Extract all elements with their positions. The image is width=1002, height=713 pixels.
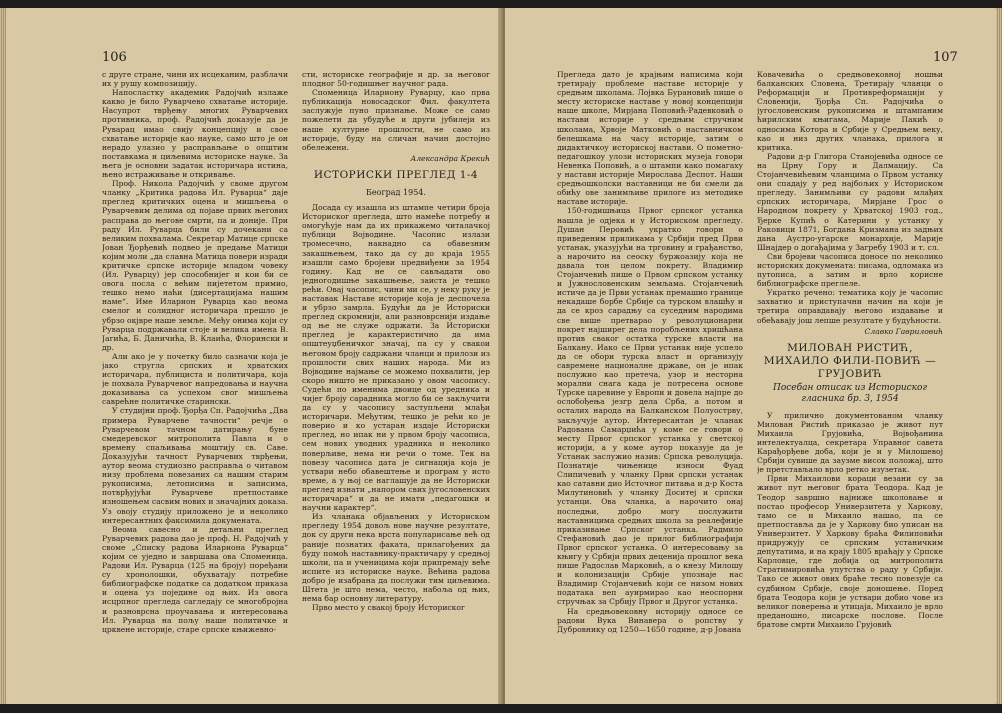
- paragraph: Напосластку академик Радојчић излаже какво је било Руварчево схватање историје. Насупрот тврђењу многих Руварчевих противника, проф. Радојчић доказује да је Руварац имао свију концепцију и свое схватање историје као науке, само што је он нерадо улазио у расправљање о општим поставкама и циљевима историске науке. За њега је основни задатак историчара истина, њено истраживање и откривање.: [102, 88, 288, 180]
- paragraph: Веома савесно и детаљни преглед Руварчевих радова дао је проф. Н. Радојчић у своме „Списку радова Илариона Руварца“ којим се уједно и завршава ова Споменица. Радови Ил. Руварца (125 на броју) поређани су хронолошки, обухватају потребне библиографске податке са додатком приказа и оцена уз поједине од њих. Из овога исцрпног прегледа сагледају се многобројна и разноврсна проучавања и интересовања Ил. Руварца на пољу наше политичке и црквене историје, старе српске књижевно-: [102, 524, 288, 634]
- right-col-2: [757, 70, 943, 690]
- author-signature: Славко Гавриловић: [864, 326, 943, 336]
- review-subtitle: Посебан отисак из Историског гласника бр. 3, 1954: [772, 382, 928, 404]
- paragraph: сти, историске географије и др. за његовог плодног 50-годишњег научног рада.: [302, 70, 490, 89]
- paragraph: На средњовековну историју односе се радови Вука Винавера о ропству у Дубровнику од 1250—1650 године, д-р Јована: [557, 606, 743, 634]
- paragraph: Из чланака објављених у Историском прегледу 1954 довољ нове научне резултате, док су други нека врста популарисање већ од раније познатих факата, прилагођених да буду помоћ наставнику-практичару у средњој школи, па и ученицима који припремају веће испите из историске науке. Већина радова добро је изабрана да послужи тим циљевима. Штета је што нема, често, набоља од њих, нема бар основну литературу.: [302, 512, 490, 604]
- review-title: ИСТОРИСКИ ПРЕГЛЕД 1-4: [313, 168, 479, 181]
- paragraph: Прво место у свакој броју Историског: [312, 603, 465, 613]
- paragraph: Досада су изашла из штампе четири броја Историског прегледа, што намеће потребу и омогућује нам да их прикажемо читалачкој публици Војводине. Часопис излази тромесечно, накнадно са обавезним закашњењем, тако да су до краја 1955 изашли само бројеви предвиђени за 1954 годину. Кад не се сављадати ово једногодишње закашњење, заиста је тешко рећи. Овај часопис, чини ми се, у неку руку је наставак Наставе историје која је деспочела и убрзо замрла. Будући да је Историски преглед скромнији, али разноврснији издање од ње не служе одржати. За Историски преглед је карактеристично да има општеуџбеничког значај, па су у свакои његовом броју садржани чланци и прилози из прошлости свих наших народа. Ми из Војводине најмање се можемо похвалити, јер скоро ништо не приказано у овом часопису. Судећи по именима двоице од уредника и чијег броју сарадника могло би се закључити да су у часопису заступљени млађи историчари. Међутим, тешко је рећи ко је поверио и ко устаран издаје Историски преглед, но ипак ни у првом броју часописа, сем нових уводних урадника и неколико поверљиве, нема ни речи о томе. Тек на повезу часописа дата је сигнација која је уствари небо обавештење и програм у исто време, а у њој се наглашује да не Историски преглед изнати „напором свих југословенских историчара“ и да не имати „педагошки и научни карактер“.: [302, 203, 490, 513]
- paragraph: 150-годишњица Првог српског устанка нашла је одјека и у Историском прегледу. Душан Перовић укратко говори о приведеним приликама у Србији пред Први устанак, указујући на трговину и грађанство, а нарочито на сеоску буржоазију која не давала тон целом покрету. Владимир Стојанчевић пише о Првом српском устанку и Јужнословенским земљама. Стојанчевић истиче да је Први устанак премашио границе некадаше борбе Србије са турском влашћу и да се кроз сарадњу са суседним народима све више претварао у револуционарни покрет најширег дела поробљених хришћана против сваког остатка турске власти на Балкану. Иако се Први устанак није успело да се обори турска власт и организују савремене националне државе, он је ипак послужио као претеча, узор и несторна морални снага када је потресена основе Турске царевине у Европи и довела најпре до ослобођења језгр дела Срба, а потом и осталих народа на Балканском Полуострву, закључује аутор. Интересантан је чланак Радована Самарџића у коме се говори о месту Првог српског устанка у светској историји, а у коме аутор показује да је Устанак заслужио назив: Српска револуција. Познатије чињенице износи Фуад Слипичевић у чланку Први српски устанак као сатавни дио Источног питања и д-р Коста Милутиновић у чланку Доситеј и српски устанци. Ова чланка, а нарочито онај последњи, добро могу послужити наставницима средњих школа за реалефније приказивање Српског устанка. Радмило Стефановић дао је прилог библиографији Првог српског устанка. О интересовању за књигу у Србији првих деценија прошлог века пише Радослав Марковић, а о кнезу Милошу и колонизацији Србије упознаје нас Владимир Стојанчевић који се низом нових података веп ауирмирао као неоспорни стручњак за Србију Првог и Другог устанка.: [557, 206, 743, 607]
- paragraph: Укратко речено: тематика коју је часопис захватио и приступачни начин на који је третира оправдавају његово издавање и обећавају још лепше резултате у будућности.: [757, 288, 943, 325]
- paragraph: Ковачевића о средњовековној ношњи балканских Словена, Третирају чланци о Реформацији и Противреформацији у Словенији, Ђорђа Сп. Радојчића о југословенским рукописима и штампаним ћирилским књигама, Марије Пакић о односима Котора и Србије у Средњем веку, као и низ других чланака, прилога и критика.: [757, 70, 943, 152]
- paragraph: Проф. Никола Радојчић у своме другом чланку „Критика радова Ил. Руварца“ даје преглед критичких оцена и мишљења о Руварчевим делима од појаве првих његових расправа до његове смрти, па и доније. При раду Ил. Руварца били су дочекани са великим похвалама. Секретар Матице српске Јован Ђорђевић подвео је предање Матици којим моли „да славна Матица повери изради критичке српске историје младом човеку (Ил. Руварцу) јер способнијег и кои би се овога посла с већим пијететом примио, тешко немо наћи (дисертацијама нашим наме“. Име Иларион Руварца као веома смелог и солидног историчара прешло је убрзо окјвре наше земље. Међу онима који су Руварца подржавали стоје и велика имена В. Јагића, Б. Даничића, В. Клаића, Флорински и др.: [102, 179, 288, 352]
- left-page: [6, 8, 502, 704]
- page-number-left: 106: [102, 50, 127, 65]
- paragraph: Сви бројеви часописа доносе по неколико историских докумената: писама, одломака из путописа, а затим и врло корисне библиографске преглеле.: [757, 251, 943, 289]
- review-subtitle: Београд 1954.: [366, 187, 426, 197]
- left-col-2: [302, 70, 490, 690]
- paragraph: У студијни проф. Ђорђа Сп. Радојчића „Два примера Руварчеве тачности“ речје о Руварчевом тачном датирању буне смедеревског митрополита Павла и о времену спаљивања моштију св. Саве. Доказујући тачност Руварчевих тврђењи, аутор веома студиозно расправља о читавом низу проблема повезаних са нашим старим рукописима, летописима и записима, потврђујући Руварчеве претпоставке изношењем сасвим нових и значајних доказа. Уз овоју студију приложено је и неколико интересантних факсимила докумената.: [102, 406, 288, 525]
- paragraph: с друге стране, чини их исцеканим, разблачи их у рушу композицију.: [102, 70, 288, 89]
- paragraph: Споменица Илариону Руварцу, као прва публикација новосадског Фил. факултета заслужује пуно признање. Може се само пожелети да убудуће и други јубилеји из наше културне прошлости, не само из историје, буду на сличан начин достојно обележени.: [302, 88, 490, 152]
- right-col-1: [557, 70, 743, 690]
- review-title: МИЛОВАН РИСТИЋ, МИХАИЛО ФИЛИ-ПОВИЋ — ГРУЈОВИЋ: [763, 341, 937, 380]
- paragraph: Али ако је у почетку било сазначи која је јако стругла српских и хрватских историчара, публициста и политичара, која је похвала Руварчевог напредовања и научна доказивања са успехом свог мишљења саврећне политичке старински.: [102, 351, 288, 407]
- author-signature: Александра Крекић: [410, 153, 490, 163]
- left-col-1: [102, 70, 288, 690]
- right-page: [505, 8, 996, 704]
- paragraph: Радови д-р Глигора Станојевића односе се на Црну Гору и Далмацију. Са Стојанчевићевим чланцима о Првом устанку они спадају у ред најбољих у Историском прегледу. Занимљиви су радови млађих српских историчара, Мирјане Грос о Народном покрету у Хрватској 1903 год., Ђерке Купић о Катерини у устанку у Раковици 1871, Богдана Кризмана из задњих дана Аустро-угарске монархије, Марије Шнајдер о догађајима у Загребу 1903 и т. сл.: [757, 151, 943, 252]
- paragraph: Прегледа дато је крајњим написима који третирају проблеме наставе историје у средњим школама. Лојвка Бурановић пише о месту историске наставе у новој концепцији наше школе, Мирјана Поповић-Радевковић о настави историје у средњим стручним школама, Хрвоје Матковић о наставничком белешкама на часу историје, затим о дидактичкоу историској настави. О пометно-педагошкоу улози историских музеја говори Невенка Поповић, а о штампи како помагаху у настави историје Мирослава Деспот. Наши средњошколски наставници не би смели да обићу ове занимљиве прилоге из методике наставе историје.: [557, 70, 743, 207]
- paragraph: У прилично документованом чланку Милован Ристић приказао је живот пут Михаила Грујовића, Војвођанина интелектуалца, секретара Управног савета Карађорђеве доба, који је и у Милошевој Србији сувише да заузме висок положај, што је претстављало врло ретко изузетак.: [757, 410, 943, 475]
- page-number-right: 107: [933, 50, 958, 65]
- paragraph: Први Михаилови кораци везани су за живот пут његовог брата Теодора. Кад је Теодор завршио најниже школовање и постао професор Универзитета у Харкову, тамо се и Михаило нашао, па се претпоставља да је у Харкову био уписан на Универзитет. У Харкову браћа Филиповићи придружују се српским устаничким депутатима, и на крају 1805 враћају у Српске Карловце, где добија од митрополита Стратимировића упутства о раду у Србији. Тако се живот ових браће тесно повезује са судбином Србије, своје доношење. Поред брата Теодора који је уствари добио чове из великог поверења и утицаја, Михаило је врло преданошно, писарске послове. После братове смрти Михаило Грујовић: [757, 474, 943, 629]
